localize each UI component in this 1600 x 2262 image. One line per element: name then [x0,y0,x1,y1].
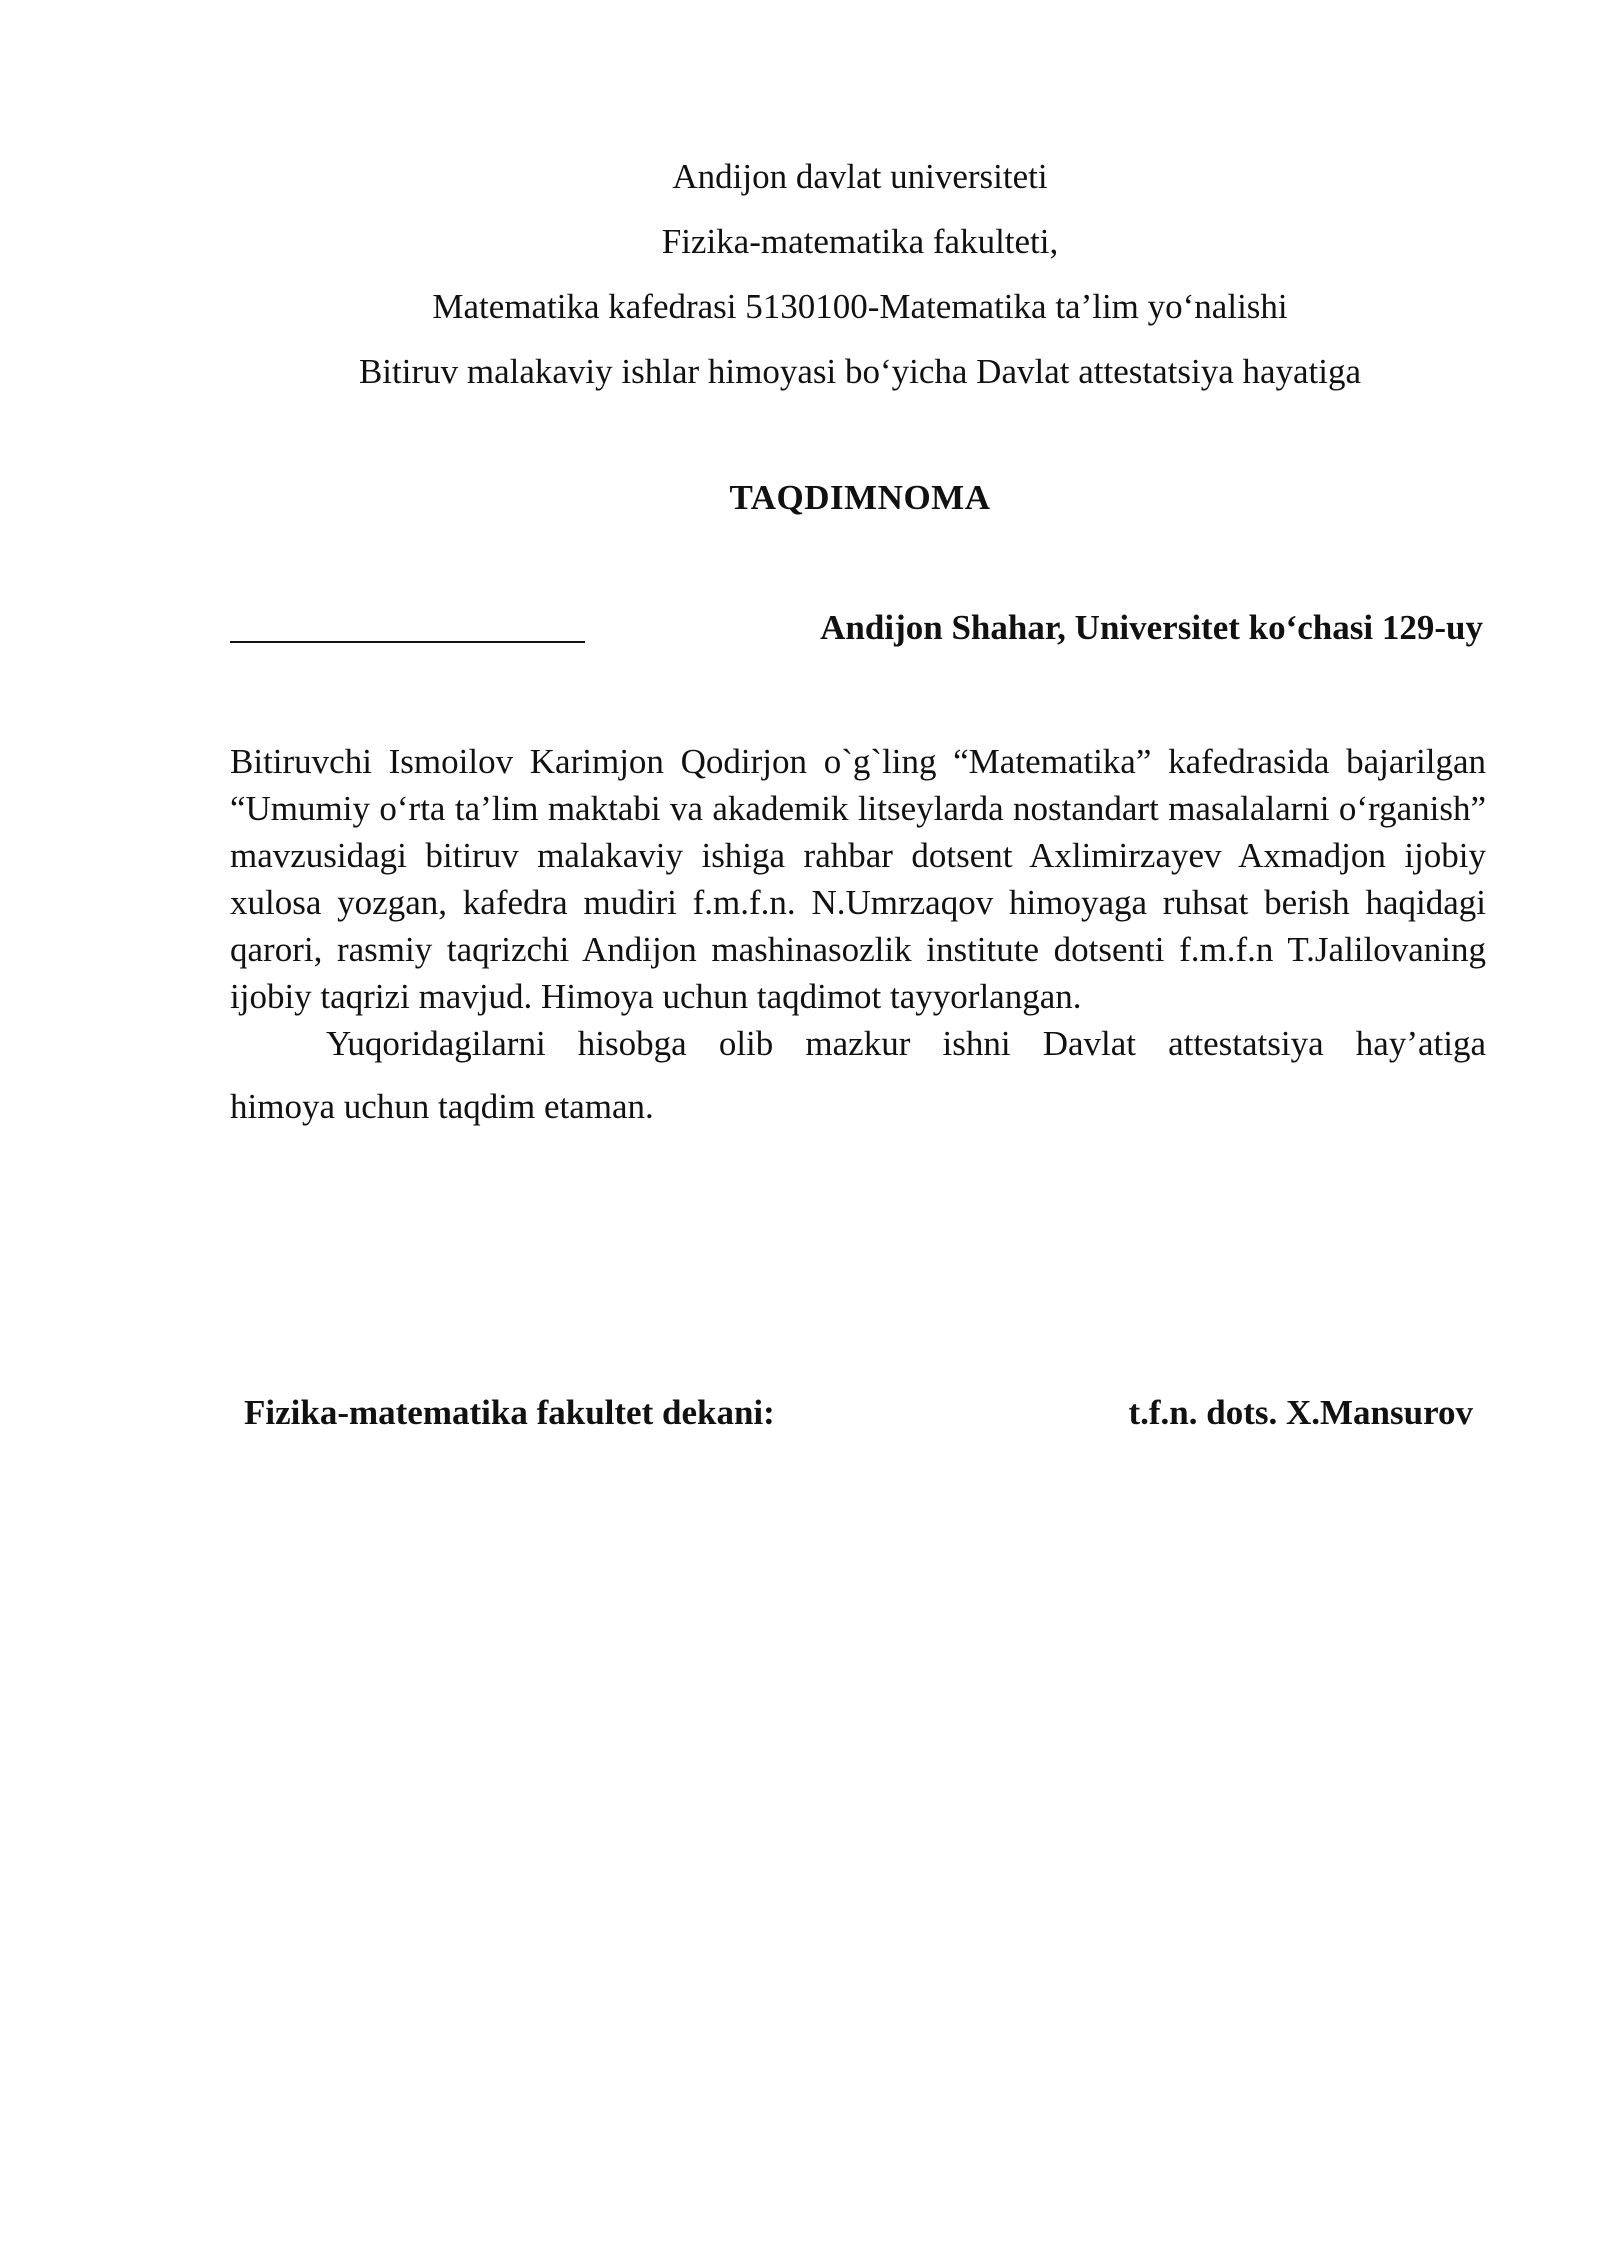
address: Andijon Shahar, Universitet ko‘chasi 129-uy [820,608,1483,647]
signatory-name: t.f.n. dots. X.Mansurov [1128,1393,1473,1432]
body-paragraph-1: Bitiruvchi Ismoilov Karimjon Qodirjon o`g`ling “Matematika” kafedrasida bajarilgan “Umumiy o‘rta ta’lim maktabi va akademik litseylarda nostandart masalalarni o‘rganish” mavzusidagi bitiruv malakaviy ishiga rahbar dotsent Axlimirzayev Axmadjon ijobiy xulosa yozgan, kafedra mudiri f.m.f.n. N.Umrzaqov himoyaga ruhsat berish haqidagi qarori, rasmiy taqrizchi Andijon mashinasozlik institute dotsenti f.m.f.n T.Jalilovaning ijobiy taqrizi mavjud. Himoya uchun taqdimot tayyorlangan. [230,742,1486,1016]
addressee-line: Bitiruv malakaviy ishlar himoyasi bo‘yicha Davlat attestatsiya hayatiga [358,352,1362,391]
date-blank-line [230,641,585,643]
body-paragraph-2-line-1: Yuqoridagilarni hisobga olib mazkur ishni Davlat attestatsiya hay’atiga [326,1024,1486,1063]
university-name: Andijon davlat universiteti [672,157,1048,196]
document-body [230,738,1486,1130]
faculty-name: Fizika-matematika fakulteti, [661,222,1059,261]
document-title: TAQDIMNOMA [729,478,991,517]
department-line: Matematika kafedrasi 5130100-Matematika ta’lim yo‘nalishi [432,287,1288,326]
signatory-position: Fizika-matematika fakultet dekani: [244,1393,775,1432]
body-paragraph-2-line-2: himoya uchun taqdim etaman. [230,1087,654,1126]
